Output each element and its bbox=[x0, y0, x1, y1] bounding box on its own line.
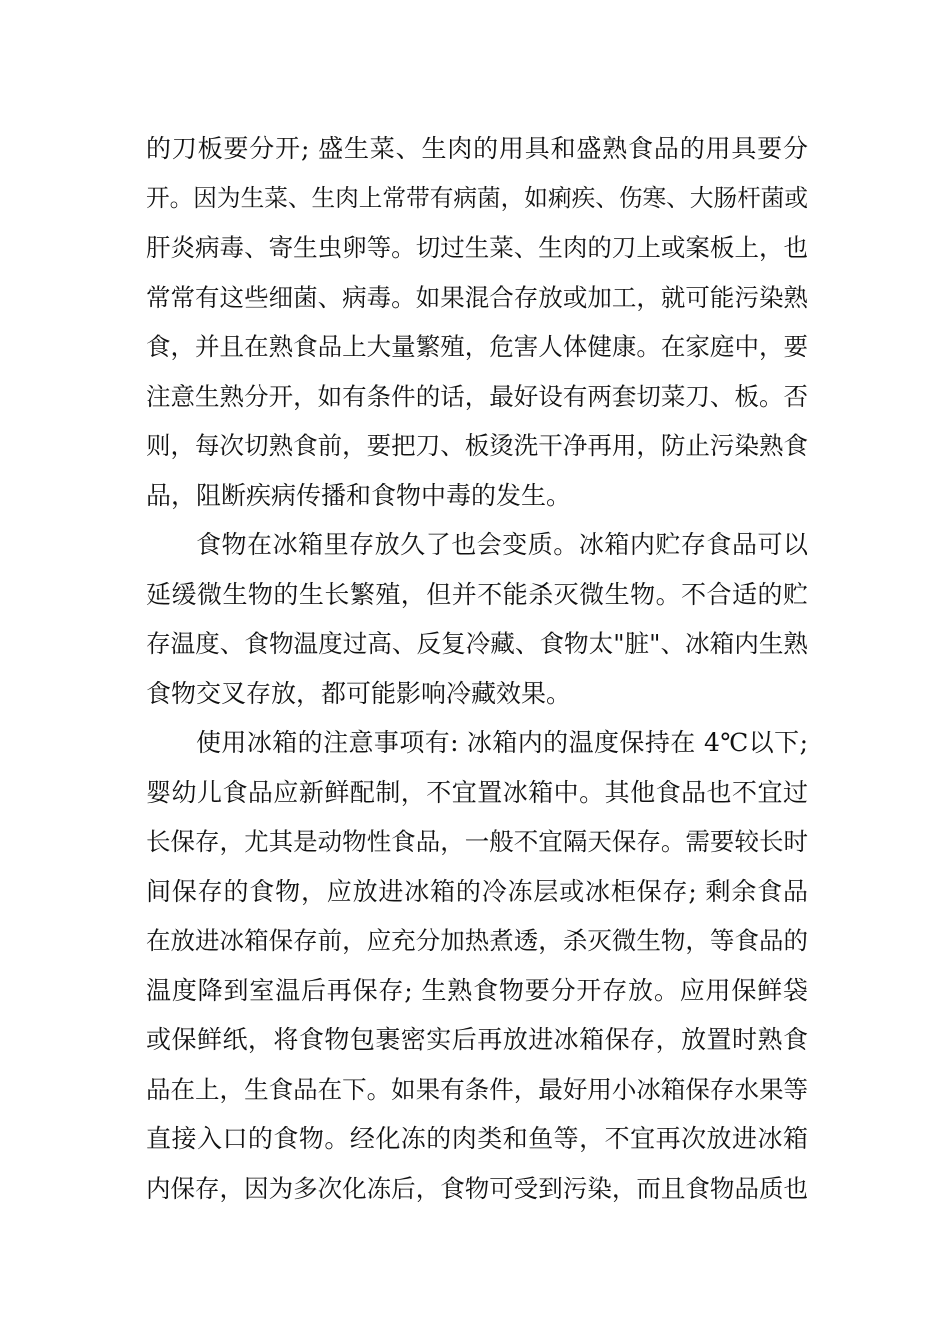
text-line: 使用冰箱的注意事项有: 冰箱内的温度保持在 4℃以下; bbox=[196, 728, 808, 757]
text-line: 长保存，尤其是动物性食品，一般不宜隔天保存。需要较长时 bbox=[146, 827, 808, 856]
text-line: 则，每次切熟食前，要把刀、板烫洗干净再用，防止污染熟食 bbox=[146, 431, 808, 460]
text-line: 延缓微生物的生长繁殖，但并不能杀灭微生物。不合适的贮 bbox=[146, 579, 808, 609]
text-line: 食，并且在熟食品上大量繁殖，危害人体健康。在家庭中，要 bbox=[146, 332, 808, 361]
text-line: 品，阻断疾病传播和食物中毒的发生。 bbox=[146, 480, 572, 510]
text-line: 温度降到室温后再保存; 生熟食物要分开存放。应用保鲜袋 bbox=[146, 975, 808, 1005]
text-line: 常常有这些细菌、病毒。如果混合存放或加工，就可能污染熟 bbox=[146, 282, 808, 312]
text-line: 婴幼儿食品应新鲜配制，不宜置冰箱中。其他食品也不宜过 bbox=[146, 777, 808, 807]
document-body bbox=[146, 124, 808, 1213]
text-line: 或保鲜纸，将食物包裹密实后再放进冰箱保存，放置时熟食 bbox=[146, 1025, 808, 1054]
paragraph-1 bbox=[146, 124, 808, 520]
text-line: 的刀板要分开; 盛生菜、生肉的用具和盛熟食品的用具要分 bbox=[146, 134, 808, 163]
text-line: 食物交叉存放，都可能影响冷藏效果。 bbox=[146, 678, 572, 708]
text-line: 品在上，生食品在下。如果有条件，最好用小冰箱保存水果等 bbox=[146, 1074, 808, 1104]
text-line: 存温度、食物温度过高、反复冷藏、食物太"脏"、冰箱内生熟 bbox=[146, 629, 808, 658]
text-line: 注意生熟分开，如有条件的话，最好设有两套切菜刀、板。否 bbox=[146, 381, 808, 411]
paragraph-3 bbox=[146, 718, 808, 1213]
text-line: 食物在冰箱里存放久了也会变质。冰箱内贮存食品可以 bbox=[196, 530, 808, 559]
text-line: 肝炎病毒、寄生虫卵等。切过生菜、生肉的刀上或案板上，也 bbox=[146, 233, 808, 262]
text-line: 开。因为生菜、生肉上常带有病菌，如痢疾、伤寒、大肠杆菌或 bbox=[146, 183, 808, 212]
text-line: 直接入口的食物。经化冻的肉类和鱼等，不宜再次放进冰箱 bbox=[146, 1124, 808, 1153]
text-line: 在放进冰箱保存前，应充分加热煮透，杀灭微生物，等食品的 bbox=[146, 926, 808, 955]
paragraph-2 bbox=[146, 520, 808, 718]
text-line: 内保存，因为多次化冻后，食物可受到污染，而且食物品质也 bbox=[146, 1173, 808, 1203]
text-line: 间保存的食物，应放进冰箱的冷冻层或冰柜保存; 剩余食品 bbox=[146, 876, 808, 906]
